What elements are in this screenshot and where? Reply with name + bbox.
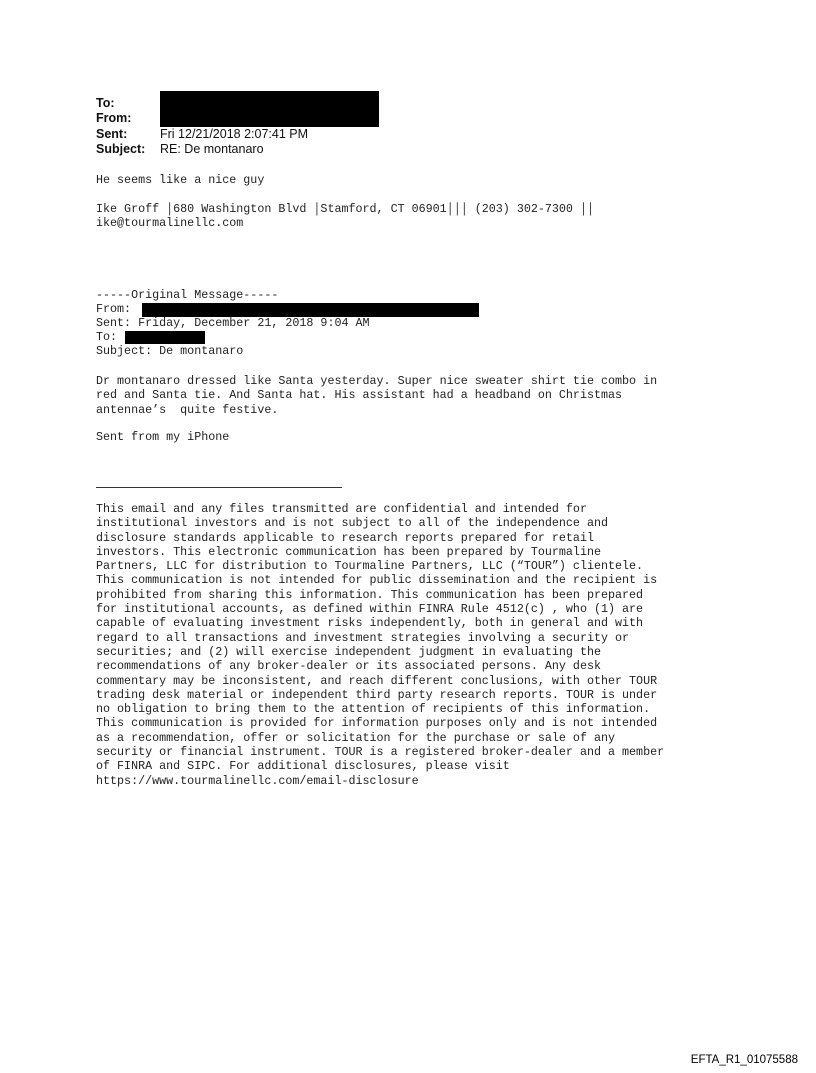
disclaimer-separator <box>96 487 342 488</box>
original-message-divider: -----Original Message----- <box>96 288 279 302</box>
subject-value: RE: De montanaro <box>160 142 264 156</box>
document-id: EFTA_R1_01075588 <box>690 1054 798 1066</box>
from-label: From: <box>96 111 132 125</box>
header-redaction-box <box>160 91 379 127</box>
reply-body: He seems like a nice guy <box>96 173 265 187</box>
original-body: Dr montanaro dressed like Santa yesterday. Super nice sweater shirt tie combo in red and Santa tie. And Santa hat. His assistant had a headband on Christmas antennae’s quite festive. <box>96 374 658 417</box>
sent-value: Fri 12/21/2018 2:07:41 PM <box>160 127 309 141</box>
sent-from-line: Sent from my iPhone <box>96 430 230 444</box>
confidentiality-disclaimer: This email and any files transmitted are confidential and intended for institutional investors and is not subject to all of the independence and disclosure standards applicable to research reports prepared for retail investors. This electronic communication has been prepared by Tourmaline Partners, LLC for distribution to Tourmaline Partners, LLC (“TOUR”) clientele. This communication is not intended for public dissemination and the recipient is prohibited from sharing this information. This communication has been prepared for institutional accounts, as defined within FINRA Rule 4512(c) , who (1) are capable of evaluating investment risks independently, both in general and with regard to all transactions and investment strategies involving a security or securities; and (2) will exercise independent judgment in evaluating the recommendations of any broker-dealer or its associated persons. Any desk commentary may be inconsistent, and reach different conclusions, with other TOUR trading desk material or independent third party research reports. TOUR is under no obligation to bring them to the attention of recipients of this information. This communication is provided for information purposes only and is not intended as a recommendation, offer or solicitation for the purchase or sale of any security or financial instrument. TOUR is a registered broker-dealer and a member of FINRA and SIPC. For additional disclosures, please visit https://www.tourmalinellc.com/email-disclosure <box>96 502 665 788</box>
original-to-label: To: <box>96 330 118 344</box>
original-sent-line: Sent: Friday, December 21, 2018 9:04 AM <box>96 316 370 330</box>
original-from-label: From: <box>96 302 132 316</box>
subject-label: Subject: <box>96 142 146 156</box>
signature-line: Ike Groff │680 Washington Blvd │Stamford, CT 06901│││ (203) 302-7300 ││ <box>96 202 594 216</box>
original-subject-line: Subject: De montanaro <box>96 344 244 358</box>
to-label: To: <box>96 96 115 110</box>
original-to-redaction <box>125 331 205 344</box>
sent-label: Sent: <box>96 127 128 141</box>
original-from-redaction <box>142 303 479 317</box>
signature-email: ike@tourmalinellc.com <box>96 216 244 230</box>
